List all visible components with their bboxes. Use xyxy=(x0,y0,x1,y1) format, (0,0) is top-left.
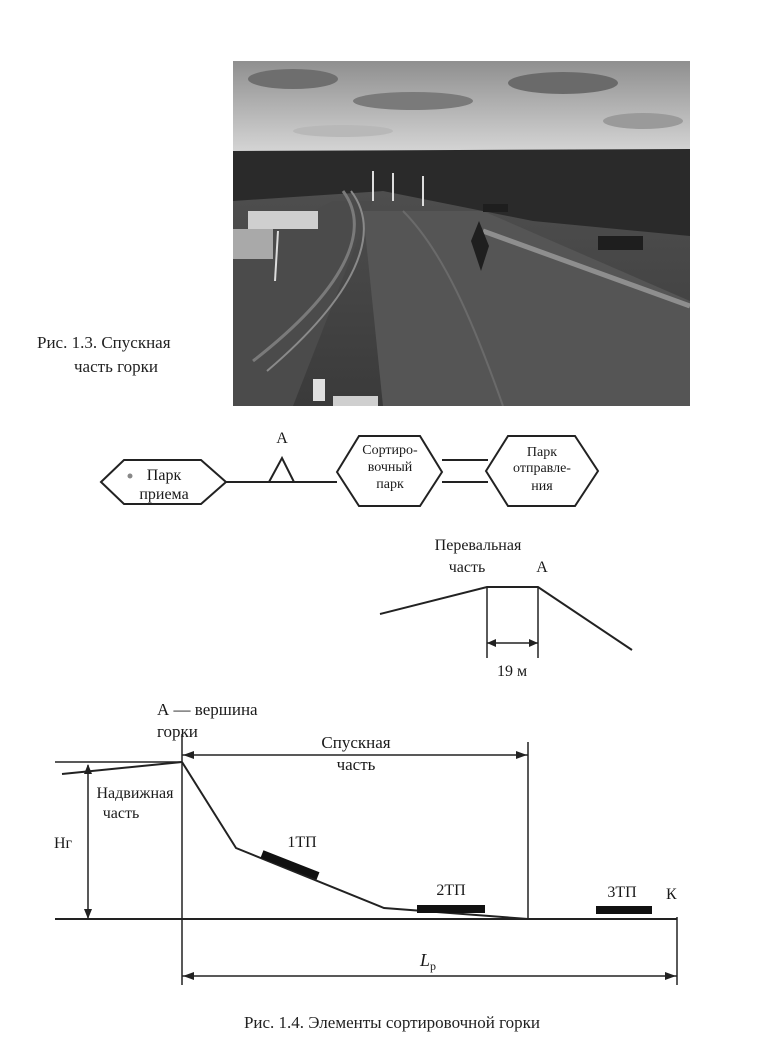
push-slope-line xyxy=(62,762,182,774)
hump-triangle xyxy=(269,458,294,482)
hump-top-point-a: А xyxy=(536,559,548,576)
park-priema-label-1: Парк xyxy=(146,467,182,484)
hump-top-label-2: часть xyxy=(448,559,486,576)
brake-3tp xyxy=(596,906,652,914)
length-label-sub: р xyxy=(430,959,437,973)
descent-arrow-right xyxy=(516,751,527,759)
length-arrow-left xyxy=(183,972,194,980)
dot-marker xyxy=(128,474,133,479)
k-label: К xyxy=(666,886,677,903)
descent-label-1: Спускная xyxy=(321,733,391,752)
dim-arrowhead-left xyxy=(487,639,496,647)
length-label xyxy=(419,950,436,973)
hump-top-profile xyxy=(380,587,632,650)
station-scheme xyxy=(0,420,784,515)
sorting-park-label-3: парк xyxy=(376,477,404,492)
length-arrow-right xyxy=(665,972,676,980)
hump-elements-diagram xyxy=(0,690,784,1000)
figure-1-3-caption-line2: часть горки xyxy=(74,357,158,376)
figure-1-3-caption-line1: Рис. 1.3. Спускная xyxy=(37,333,171,352)
hump-top-diagram xyxy=(370,530,650,680)
hump-descent-photo xyxy=(233,61,690,406)
length-label-main: L xyxy=(420,950,431,970)
tp2-label: 2ТП xyxy=(436,882,466,899)
sorting-park-label-1: Сортиро- xyxy=(362,443,418,458)
brake-2tp xyxy=(417,905,485,913)
hump-top-label-1: Перевальная xyxy=(434,537,522,554)
push-label-1: Надвижная xyxy=(96,785,174,802)
apex-label-1: А — вершина xyxy=(157,700,258,719)
hump-profile xyxy=(182,762,528,919)
departure-park-label-3: ния xyxy=(531,479,553,494)
figure-1-3-caption xyxy=(37,331,171,379)
dim-arrowhead-right xyxy=(529,639,538,647)
hump-top-length: 19 м xyxy=(496,663,528,680)
height-arrow-top xyxy=(84,764,92,774)
scheme-point-a: А xyxy=(276,430,288,447)
push-label-2: часть xyxy=(102,805,140,822)
departure-park-label-1: Парк xyxy=(526,445,558,460)
departure-park-label-2: отправле- xyxy=(513,461,571,476)
height-label: Нг xyxy=(54,835,73,852)
tp1-label: 1ТП xyxy=(287,834,317,851)
descent-arrow-left xyxy=(183,751,194,759)
apex-label-2: горки xyxy=(157,722,198,741)
park-priema-label-2: приема xyxy=(139,486,189,503)
sorting-park-label-2: вочный xyxy=(367,460,413,475)
descent-label-2: часть xyxy=(336,755,376,774)
figure-1-4-caption: Рис. 1.4. Элементы сортировочной горки xyxy=(243,1013,541,1032)
brake-1tp xyxy=(262,854,318,876)
height-arrow-bottom xyxy=(84,909,92,919)
tp3-label: 3ТП xyxy=(607,884,637,901)
